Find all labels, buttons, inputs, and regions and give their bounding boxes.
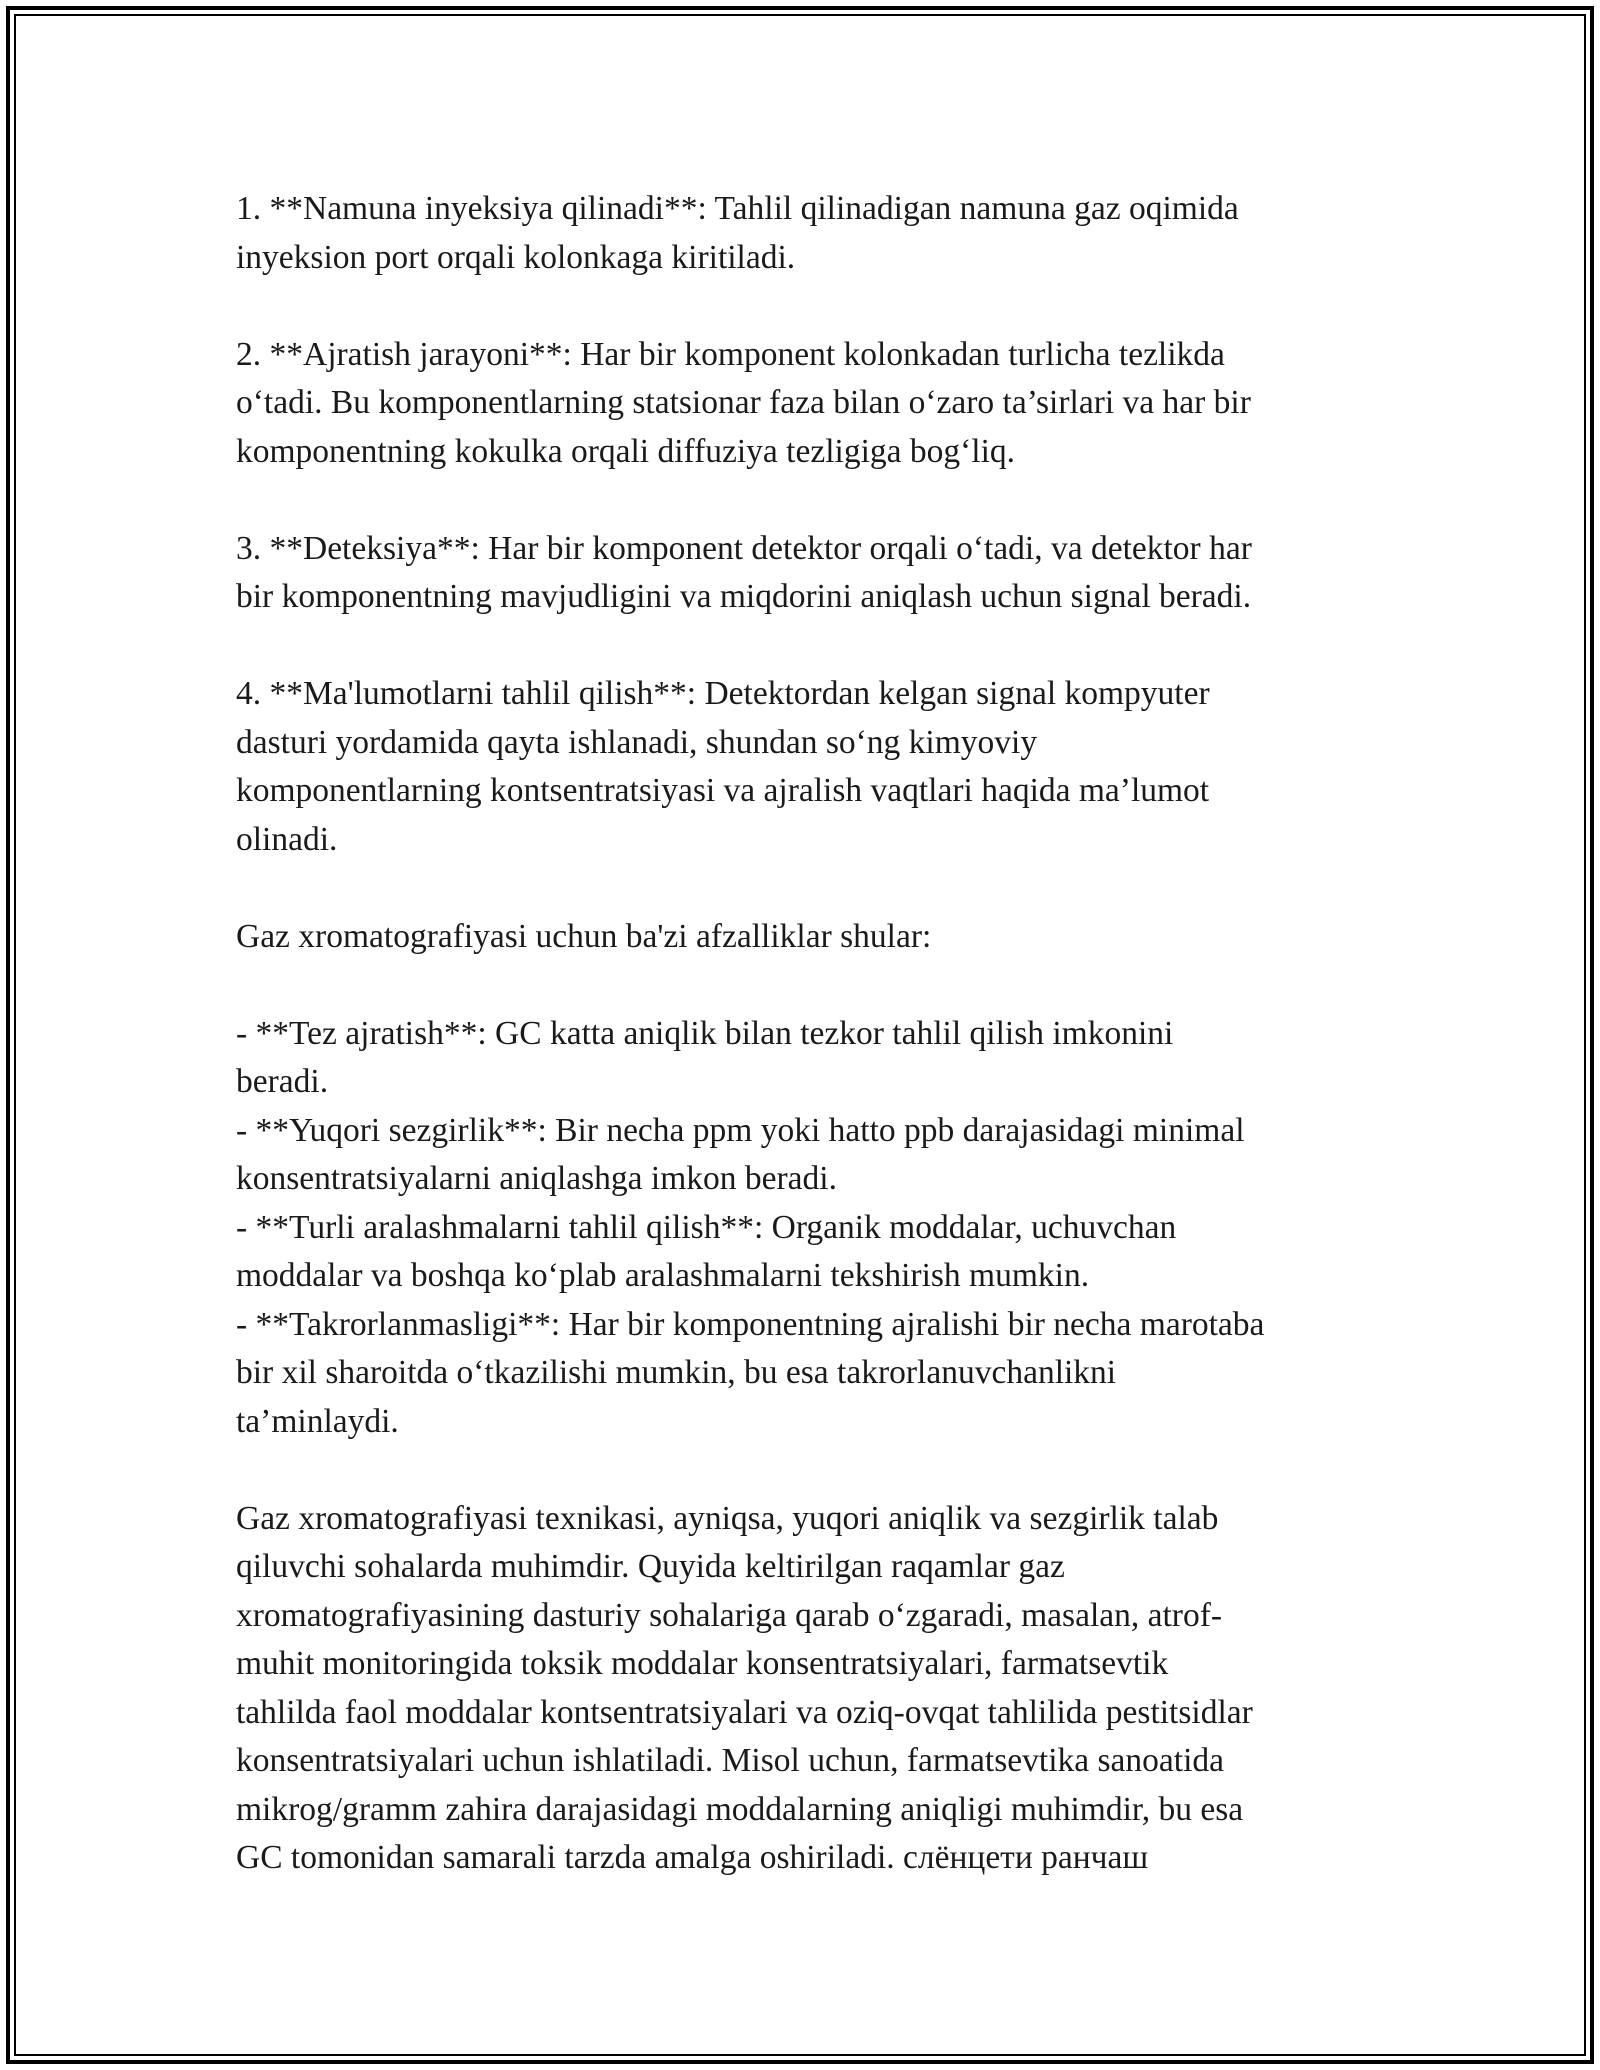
text-line: inyeksion port orqali kolonkaga kiritiladi. bbox=[236, 238, 796, 276]
paragraph-step-1 bbox=[236, 185, 1386, 282]
text-line: konsentratsiyalarni aniqlashga imkon beradi. bbox=[236, 1160, 837, 1197]
document-body bbox=[236, 185, 1386, 1883]
text-line: Gaz xromatografiyasi uchun ba'zi afzalliklar shular: bbox=[236, 917, 932, 955]
text-line: 4. **Ma'lumotlarni tahlil qilish**: Detektordan kelgan signal kompyuter bbox=[236, 675, 1210, 712]
text-line: dasturi yordamida qayta ishlanadi, shundan so‘ng kimyoviy bbox=[236, 723, 1038, 761]
text-line: qiluvchi sohalarda muhimdir. Quyida keltirilgan raqamlar gaz bbox=[236, 1548, 1065, 1585]
text-line: konsentratsiyalari uchun ishlatiladi. Misol uchun, farmatsevtika sanoatida bbox=[236, 1742, 1225, 1779]
paragraph-advantages-list bbox=[236, 1010, 1386, 1447]
text-line: moddalar va boshqa ko‘plab aralashmalarni tekshirish mumkin. bbox=[236, 1257, 1090, 1294]
text-line: tahlilda faol moddalar kontsentratsiyalari va oziq-ovqat tahlilida pestitsidlar bbox=[236, 1693, 1253, 1731]
paragraph-step-4 bbox=[236, 670, 1386, 864]
text-line: o‘tadi. Bu komponentlarning statsionar faza bilan o‘zaro ta’sirlari va har bir bbox=[236, 384, 1251, 421]
text-line: - **Tez ajratish**: GC katta aniqlik bilan tezkor tahlil qilish imkonini bbox=[236, 1014, 1174, 1052]
text-line: ta’minlaydi. bbox=[236, 1402, 399, 1440]
text-line: komponentning kokulka orqali diffuziya tezligiga bog‘liq. bbox=[236, 432, 1016, 470]
text-line: olinadi. bbox=[236, 820, 338, 858]
text-line: beradi. bbox=[236, 1063, 329, 1100]
paragraph-advantages-intro bbox=[236, 913, 1386, 962]
text-line: Gaz xromatografiyasi texnikasi, ayniqsa, yuqori aniqlik va sezgirlik talab bbox=[236, 1499, 1219, 1537]
text-line: 2. **Ajratish jarayoni**: Har bir komponent kolonkadan turlicha tezlikda bbox=[236, 335, 1225, 373]
text-line: - **Turli aralashmalarni tahlil qilish**: Organik moddalar, uchuvchan bbox=[236, 1208, 1177, 1246]
text-line: GC tomonidan samarali tarzda amalga oshiriladi. слёнцети ранчаш bbox=[236, 1839, 1149, 1876]
text-line: bir komponentning mavjudligini va miqdorini aniqlash uchun signal beradi. bbox=[236, 578, 1252, 615]
text-line: komponentlarning kontsentratsiyasi va ajralish vaqtlari haqida ma’lumot bbox=[236, 772, 1210, 809]
paragraph-step-3 bbox=[236, 525, 1386, 622]
paragraph-step-2 bbox=[236, 331, 1386, 477]
text-line: - **Yuqori sezgirlik**: Bir necha ppm yoki hatto ppb darajasidagi minimal bbox=[236, 1111, 1245, 1149]
text-line: 1. **Namuna inyeksiya qilinadi**: Tahlil qilinadigan namuna gaz oqimida bbox=[236, 190, 1239, 227]
text-line: 3. **Deteksiya**: Har bir komponent detektor orqali o‘tadi, va detektor har bbox=[236, 529, 1252, 567]
text-line: mikrog/gramm zahira darajasidagi moddalarning aniqligi muhimdir, bu esa bbox=[236, 1790, 1244, 1828]
text-line: muhit monitoringida toksik moddalar konsentratsiyalari, farmatsevtik bbox=[236, 1645, 1169, 1682]
paragraph-conclusion bbox=[236, 1495, 1386, 1883]
text-line: xromatografiyasining dasturiy sohalariga qarab o‘zgaradi, masalan, atrof- bbox=[236, 1596, 1223, 1634]
text-line: - **Takrorlanmasligi**: Har bir komponentning ajralishi bir necha marotaba bbox=[236, 1305, 1265, 1343]
text-line: bir xil sharoitda o‘tkazilishi mumkin, bu esa takrorlanuvchanlikni bbox=[236, 1354, 1117, 1391]
